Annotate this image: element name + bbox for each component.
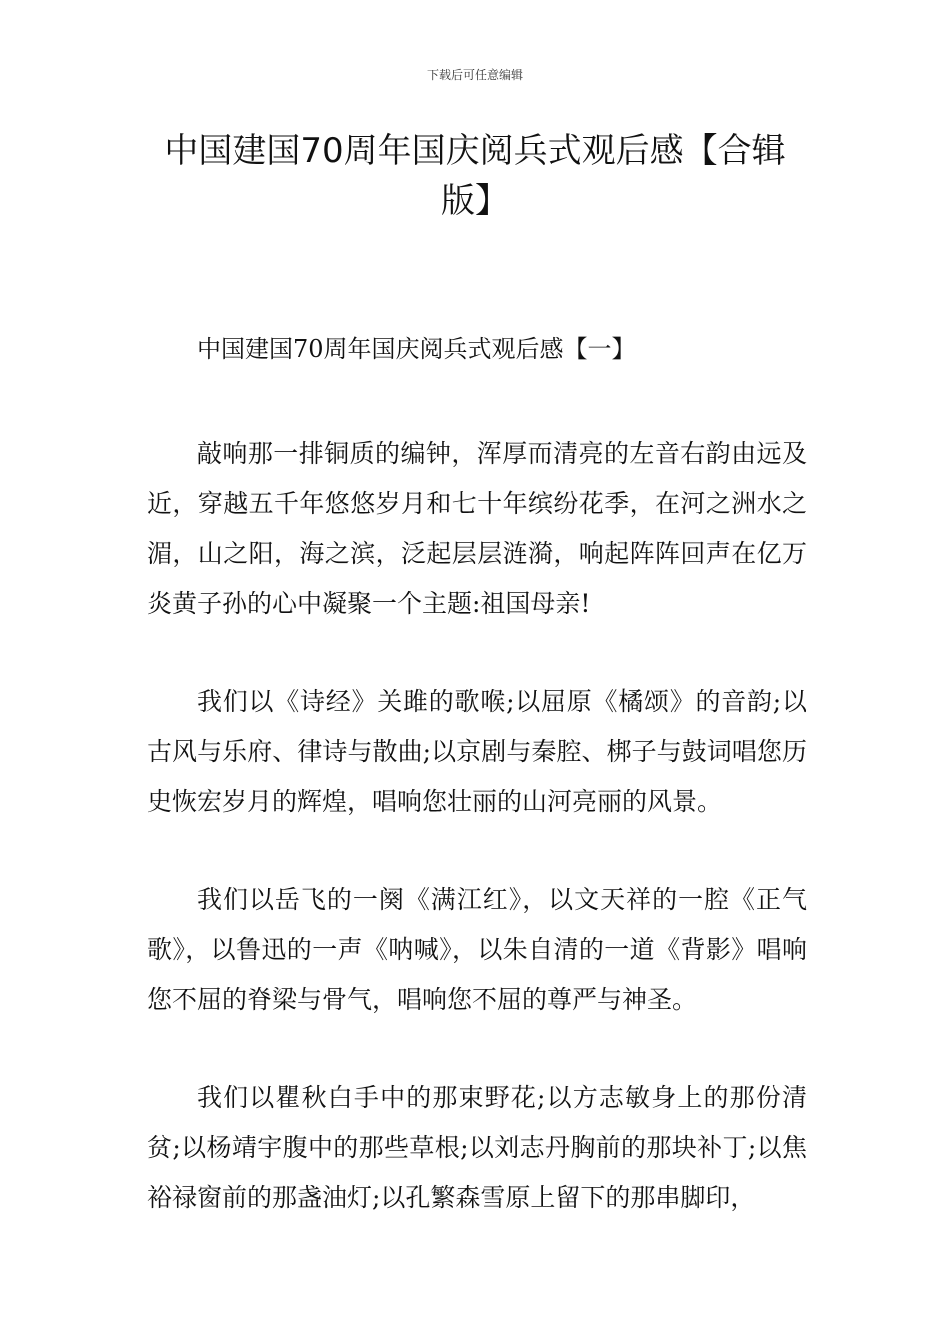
document-title: 中国建国70周年国庆阅兵式观后感【合辑版】	[164, 131, 786, 221]
document-body	[147, 330, 807, 1223]
header-note: 下载后可任意编辑	[426, 68, 523, 82]
paragraph-3: 我们以岳飞的一阕《满江红》，以文天祥的一腔《正气歌》，以鲁迅的一声《呐喊》，以朱自清的一道《背影》唱响您不屈的脊梁与骨气，唱响您不屈的尊严与神圣。	[147, 885, 807, 1014]
paragraph-1: 敲响那一排铜质的编钟，浑厚而清亮的左音右韵由远及近，穿越五千年悠悠岁月和七十年缤纷花季，在河之洲水之湄，山之阳，海之滨，泛起层层涟漪，响起阵阵回声在亿万炎黄子孙的心中凝聚一个主题:祖国母亲!	[147, 439, 807, 618]
paragraph-2: 我们以《诗经》关雎的歌喉;以屈原《橘颂》的音韵;以古风与乐府、律诗与散曲;以京剧与秦腔、梆子与鼓词唱您历史恢宏岁月的辉煌，唱响您壮丽的山河亮丽的风景。	[147, 687, 807, 816]
section-heading: 中国建国70周年国庆阅兵式观后感【一】	[197, 335, 636, 363]
paragraph-4: 我们以瞿秋白手中的那束野花;以方志敏身上的那份清贫;以杨靖宇腹中的那些草根;以刘志丹胸前的那块补丁;以焦裕禄窗前的那盏油灯;以孔繁森雪原上留下的那串脚印，	[147, 1083, 807, 1212]
